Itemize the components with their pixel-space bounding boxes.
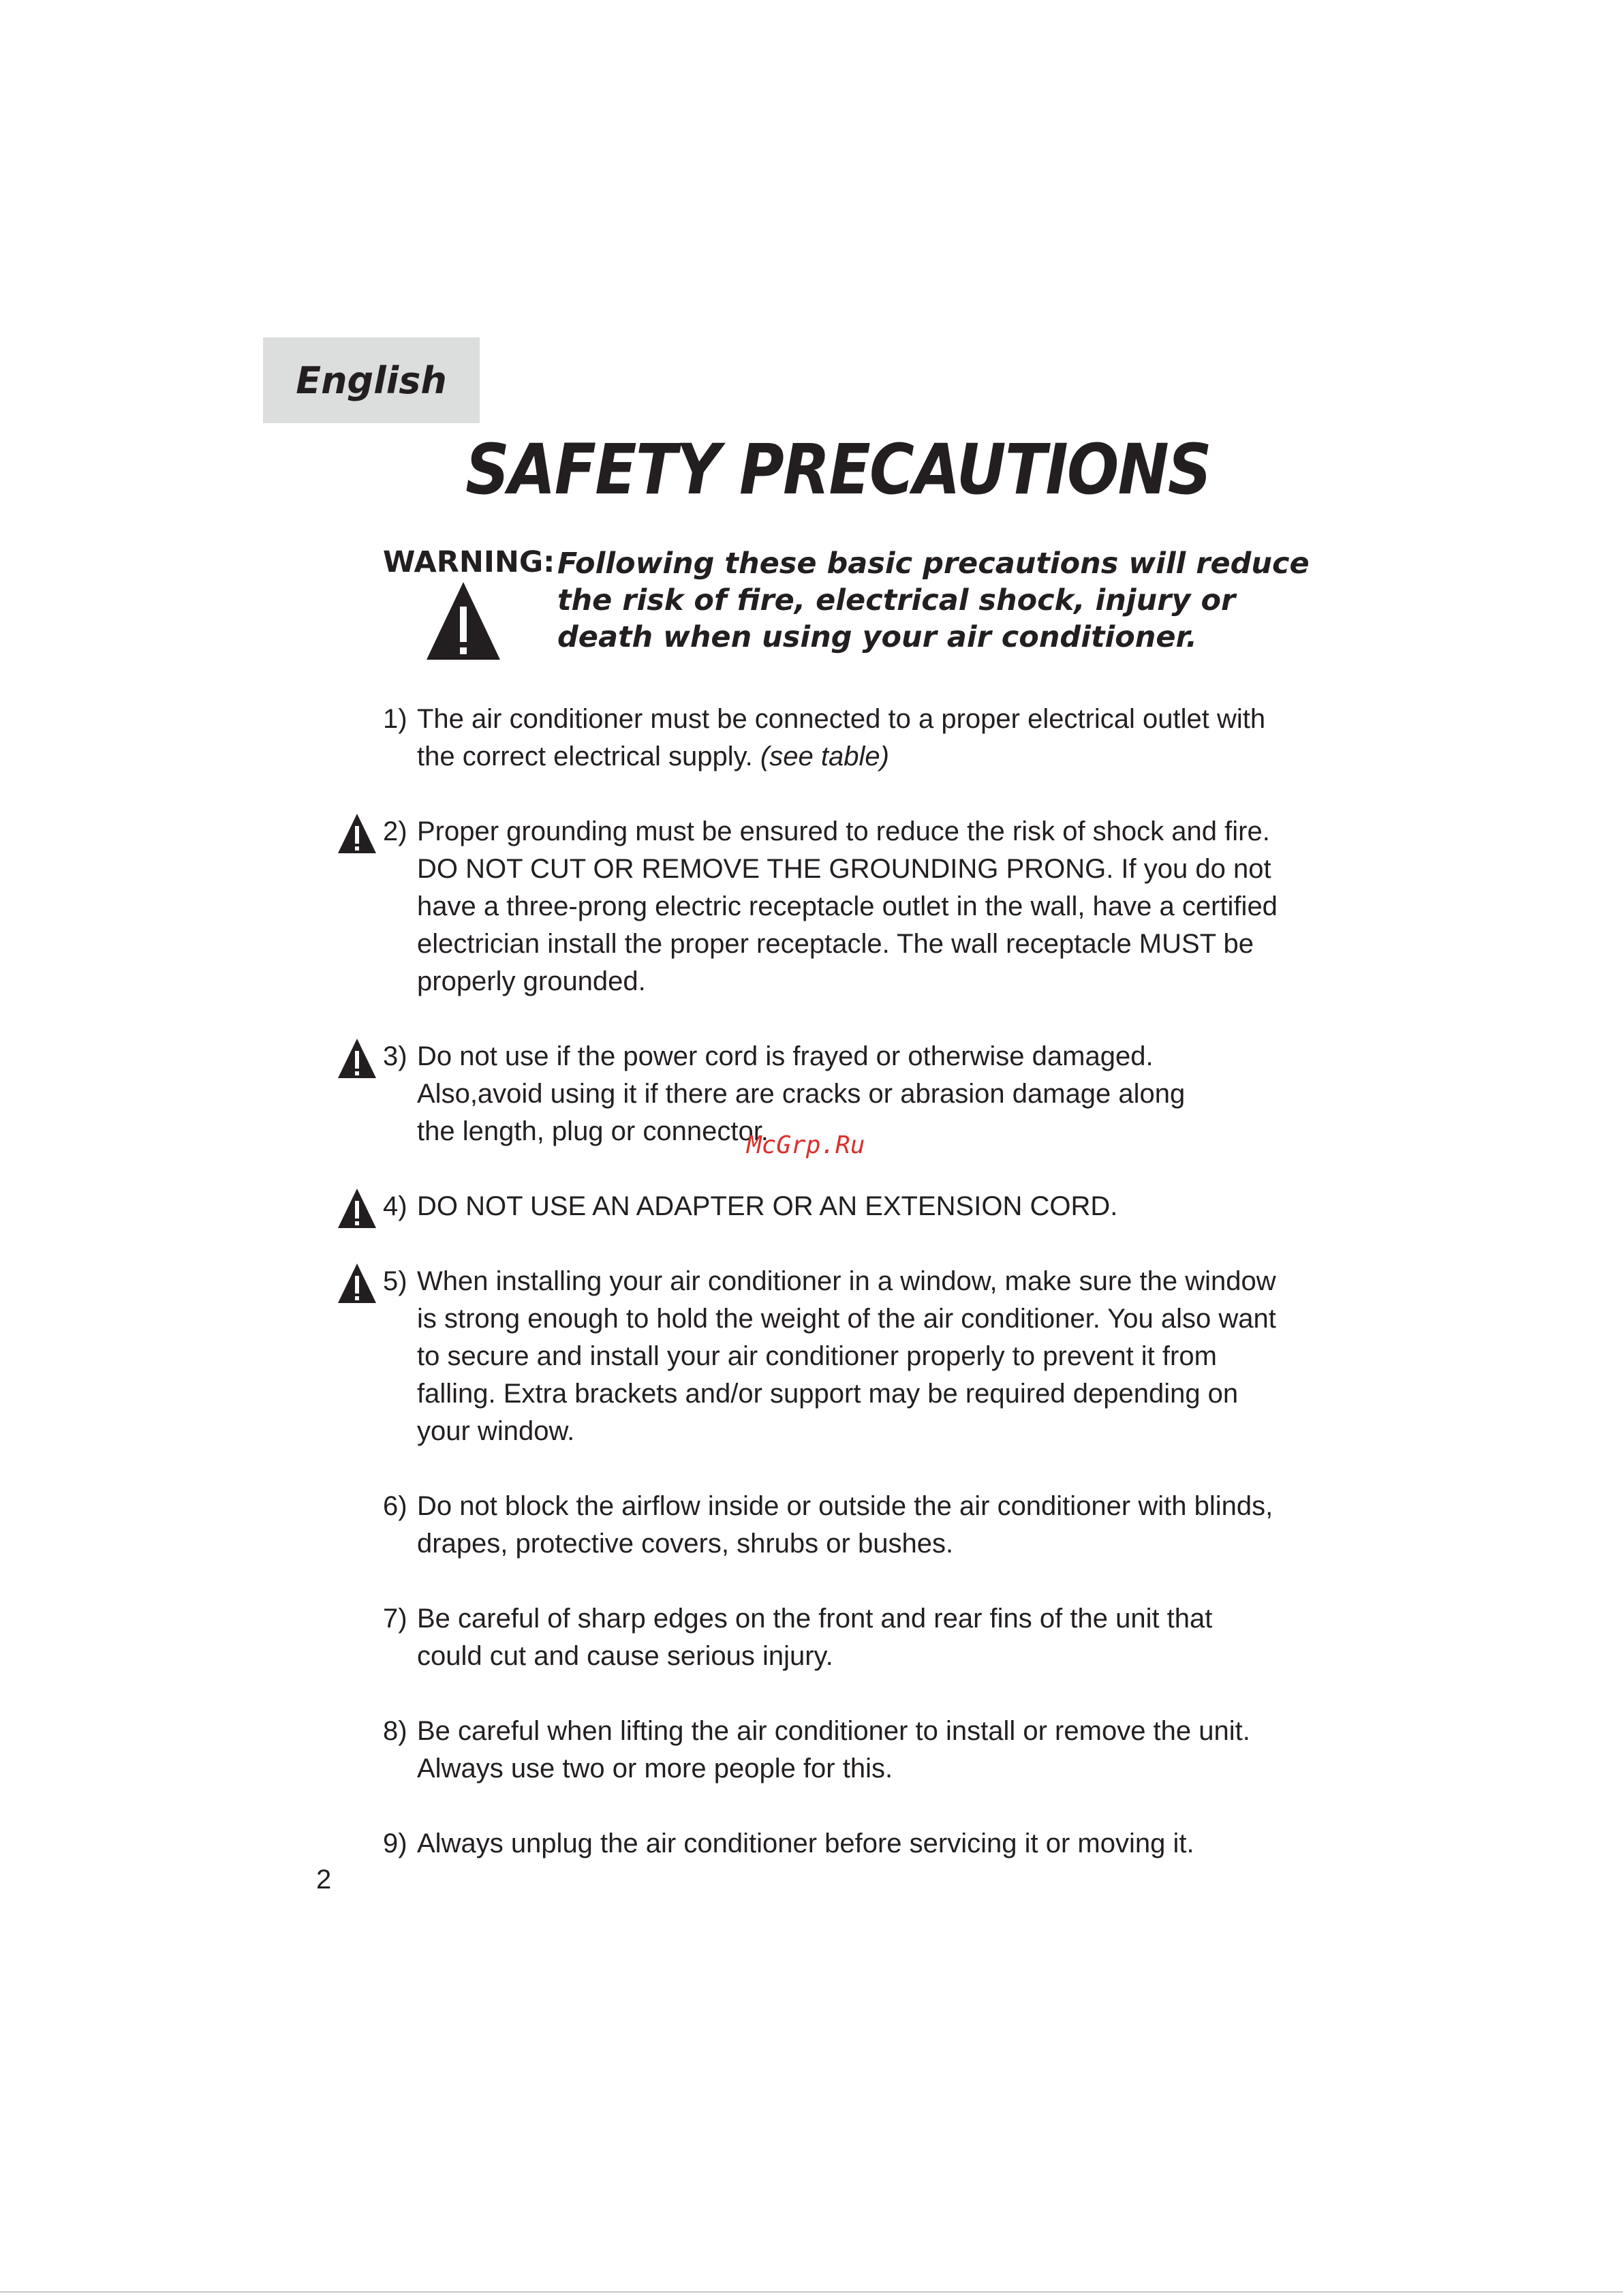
list-item [383,1713,1255,1788]
item-number: 1) [383,704,407,734]
list-item [383,1600,1282,1675]
warning-triangle-icon [337,1262,377,1304]
item-text: Do not block the airflow inside or outside the air conditioner with blinds, drapes, protective covers, shrubs or bushes. [417,1491,1273,1559]
item-text: Do not use if the power cord is frayed or otherwise damaged. Also,avoid using it if there are cracks or abrasion damage along the length, plug or connector. [417,1041,1186,1146]
list-item [383,1488,1282,1563]
item-text: The air conditioner must be connected to a proper electrical outlet with the correct electrical supply. [417,704,1266,771]
page-divider [0,2291,1623,2293]
warning-triangle-icon [337,812,377,855]
warning-text: Following these basic precautions will reduce the risk of fire, electrical shock, injury or death when using your air conditioner. [557,547,1310,654]
item-text: Be careful when lifting the air conditioner to install or remove the unit. Always use two or more people for this. [417,1716,1250,1784]
page-title: SAFETY PRECAUTIONS [465,429,1211,510]
list-item [383,701,1269,776]
item-number: 7) [383,1604,407,1634]
list-item [383,1263,1282,1450]
language-tab [263,337,480,423]
item-number: 9) [383,1828,407,1858]
language-tab-label: English [296,358,447,402]
item-number: 6) [383,1491,407,1521]
list-item [383,813,1296,1000]
item-text: DO NOT USE AN ADAPTER OR AN EXTENSION CORD. [417,1191,1118,1221]
item-text: Always unplug the air conditioner before servicing it or moving it. [417,1828,1194,1858]
list-item [383,1825,1323,1863]
item-number: 4) [383,1191,407,1221]
watermark: McGrp.Ru [747,1131,865,1159]
item-number: 8) [383,1716,407,1746]
item-note: (see table) [760,741,889,771]
page-number: 2 [316,1865,332,1895]
warning-triangle-icon [424,579,503,662]
item-text: Be careful of sharp edges on the front and rear fins of the unit that could cut and cause serious injury. [417,1604,1213,1671]
warning-triangle-icon [337,1037,377,1080]
item-text: Proper grounding must be ensured to reduce the risk of shock and fire. DO NOT CUT OR REMOVE THE GROUNDING PRONG. If you do not have a three-prong electric receptacle outlet in the wall, have a certified electrician install the proper receptacle. The wall receptacle MUST be properly grounded. [417,816,1278,996]
list-item [383,1188,1323,1225]
item-number: 5) [383,1266,407,1296]
item-number: 3) [383,1041,407,1071]
warning-label: WARNING: [383,545,555,579]
item-number: 2) [383,816,407,846]
warning-triangle-icon [337,1187,377,1229]
item-text: When installing your air conditioner in a window, make sure the window is strong enough to hold the weight of the air conditioner. You also want to secure and install your air conditioner properly to prevent it from falling. Extra brackets and/or support may be required depending on your window. [417,1266,1276,1446]
